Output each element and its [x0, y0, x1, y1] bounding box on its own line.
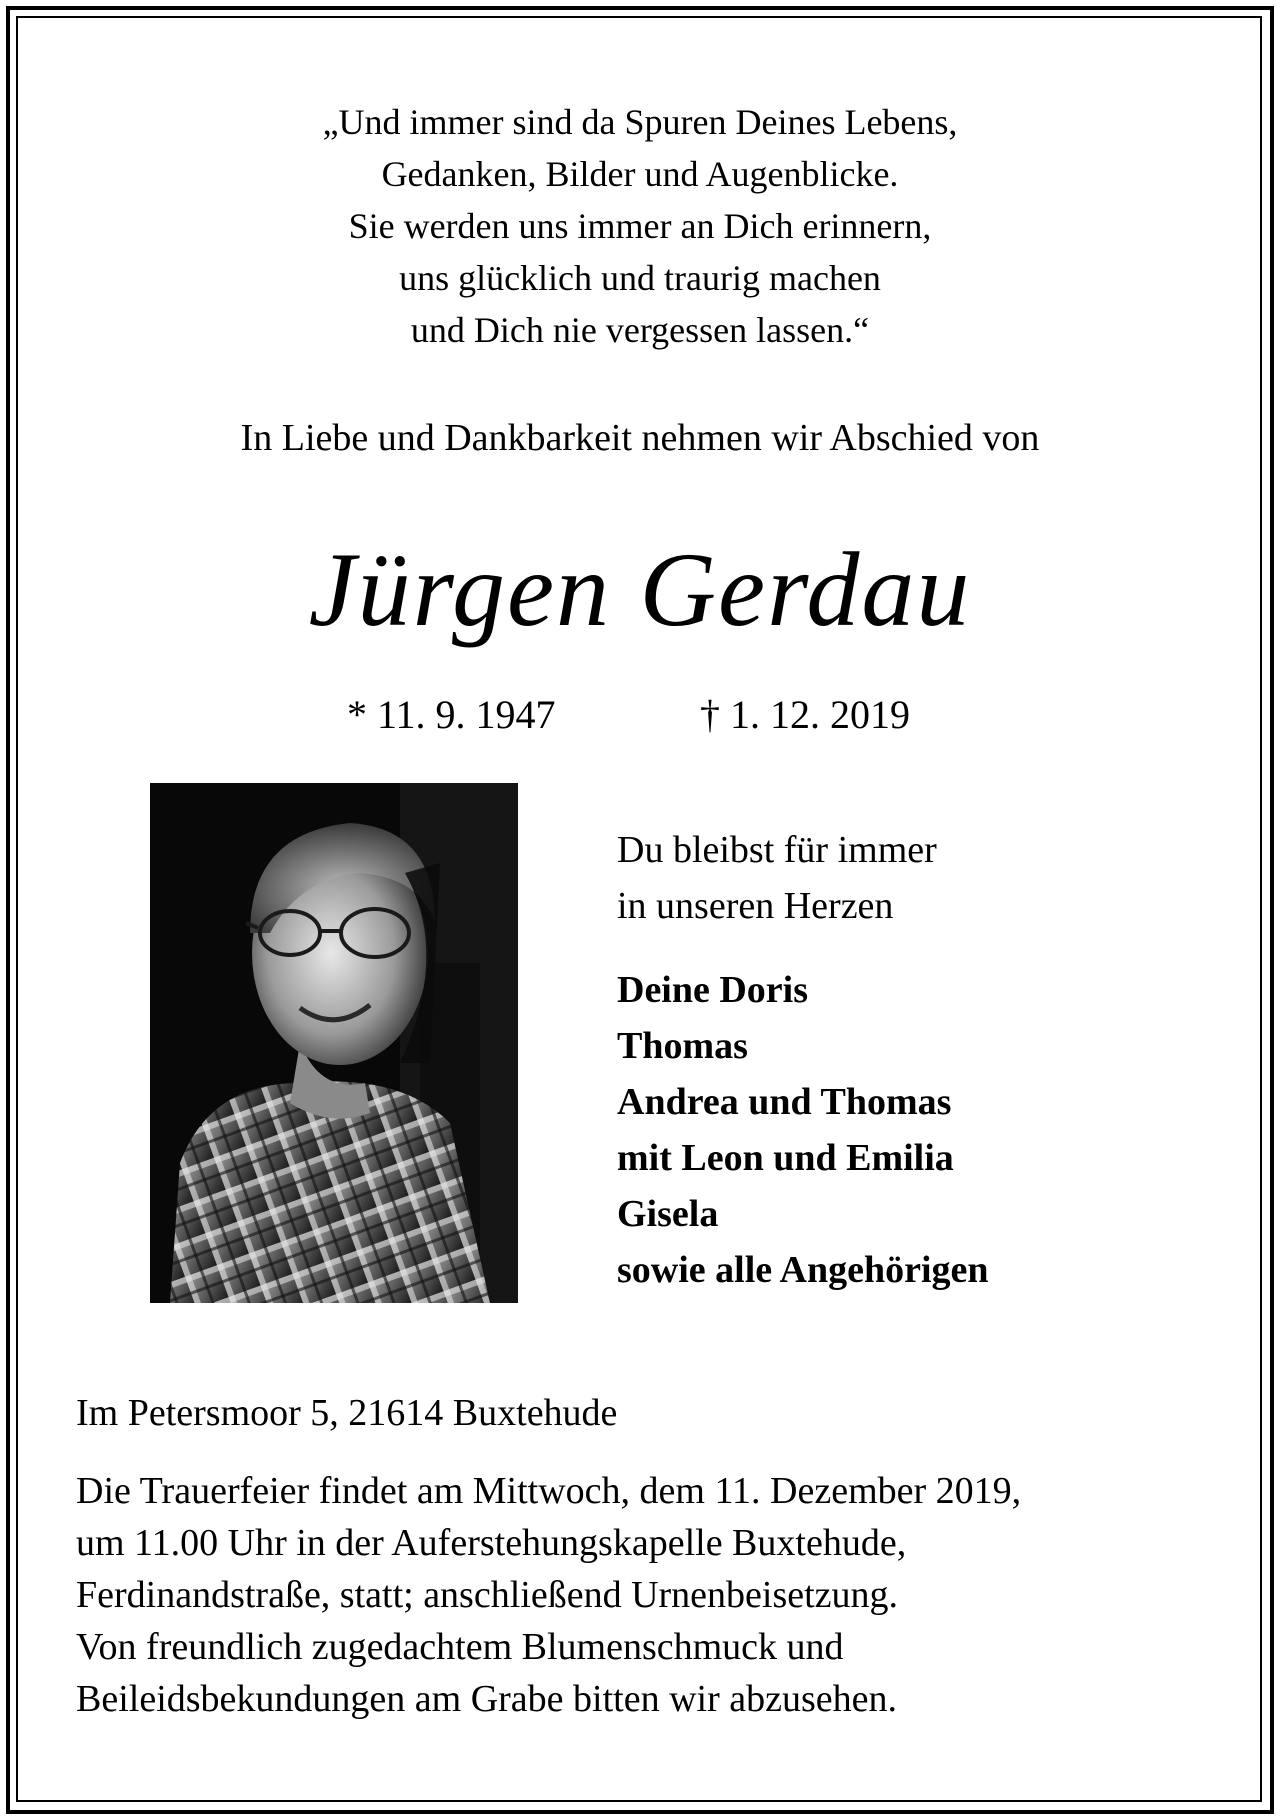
ceremony-line: Die Trauerfeier findet am Mittwoch, dem 11. Dezember 2019, — [76, 1470, 1022, 1512]
ceremony-line: Von freundlich zugedachtem Blumenschmuck und — [76, 1626, 844, 1668]
farewell-message — [617, 822, 937, 934]
ceremony-line: um 11.00 Uhr in der Auferstehungskapelle Buxtehude, — [76, 1522, 907, 1564]
birth-date: * 11. 9. 1947 — [347, 692, 556, 737]
quote-line: „Und immer sind da Spuren Deines Lebens, — [322, 102, 958, 142]
memorial-quote — [0, 96, 1280, 356]
family-line: Deine Doris — [617, 969, 809, 1011]
family-line: mit Leon und Emilia — [617, 1137, 954, 1179]
quote-line: uns glücklich und traurig machen — [399, 258, 881, 298]
farewell-intro: In Liebe und Dankbarkeit nehmen wir Abschied von — [240, 417, 1040, 459]
farewell-line: Du bleibst für immer — [617, 829, 937, 871]
quote-line: Gedanken, Bilder und Augenblicke. — [381, 154, 899, 194]
farewell-line: in unseren Herzen — [617, 885, 894, 927]
death-date: † 1. 12. 2019 — [700, 692, 910, 737]
family-signatures — [617, 962, 989, 1298]
family-line: sowie alle Angehörigen — [617, 1249, 989, 1291]
portrait-photo — [150, 783, 518, 1303]
quote-line: Sie werden uns immer an Dich erinnern, — [348, 206, 932, 246]
family-line: Andrea und Thomas — [617, 1081, 952, 1123]
deceased-name: Jürgen Gerdau — [308, 531, 972, 648]
portrait-illustration — [150, 783, 518, 1303]
ceremony-line: Ferdinandstraße, statt; anschließend Urnenbeisetzung. — [76, 1574, 899, 1616]
family-line: Gisela — [617, 1193, 719, 1235]
family-line: Thomas — [617, 1025, 748, 1067]
ceremony-line: Beileidsbekundungen am Grabe bitten wir abzusehen. — [76, 1678, 897, 1720]
family-address: Im Petersmoor 5, 21614 Buxtehude — [76, 1392, 618, 1434]
quote-line: und Dich nie vergessen lassen.“ — [410, 310, 870, 350]
ceremony-details — [76, 1465, 1021, 1725]
